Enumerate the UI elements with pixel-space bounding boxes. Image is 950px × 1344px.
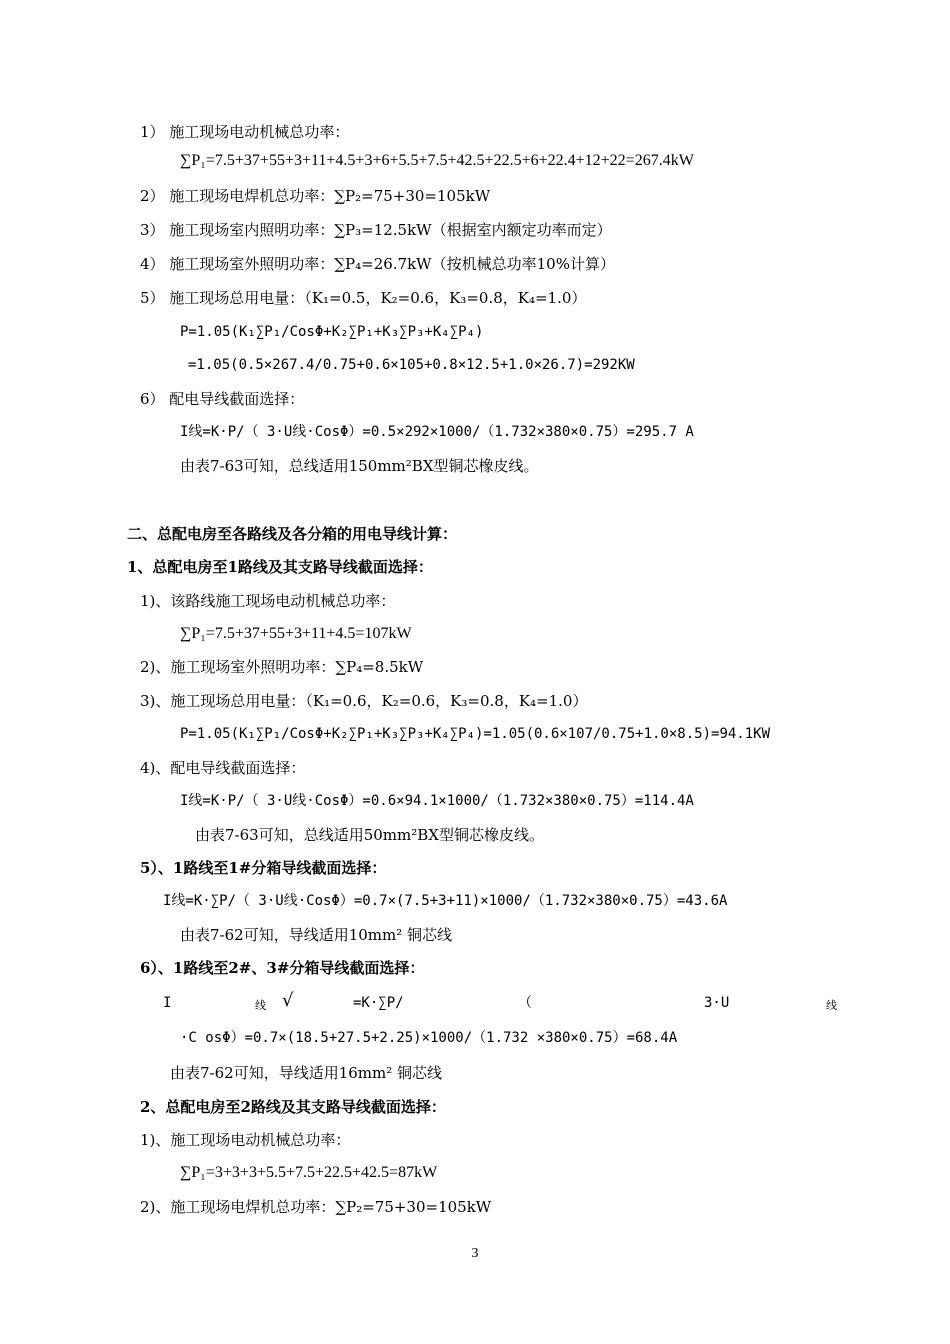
item-5-formula: P=1.05(K₁∑P₁/CosΦ+K₂∑P₁+K₃∑P₃+K₄∑P₄) <box>180 324 484 340</box>
item-6-cable-selection: 6） 配电导线截面选择： <box>140 390 305 408</box>
item-2-welder-power: 2） 施工现场电焊机总功率：∑P₂=75+30=105kW <box>140 187 491 205</box>
sub1-item-6-formula-sub2: 线 <box>826 999 837 1012</box>
sub1-item-1: 1)、该路线施工现场电动机械总功率： <box>140 592 396 610</box>
item-4-outdoor-lighting: 4） 施工现场室外照明功率：∑P₄=26.7kW（按机械总功率10%计算） <box>140 255 615 273</box>
sub1-item-3-formula: P=1.05(K₁∑P₁/CosΦ+K₂∑P₁+K₃∑P₃+K₄∑P₄)=1.05(0.6×107/0.75+1.0×8.5)=94.1KW <box>180 726 771 742</box>
item-6-conclusion: 由表7-63可知，总线适用150mm²BX型铜芯橡皮线。 <box>180 457 539 475</box>
sub1-item-2: 2)、施工现场室外照明功率：∑P₄=8.5kW <box>140 658 424 676</box>
sub2-item-1-formula: ∑P₁=3+3+3+5.5+7.5+22.5+42.5=87kW <box>180 1164 438 1181</box>
sub1-item-6-formula-paren: （ <box>518 995 532 1011</box>
sub1-item-6-formula-i: I <box>163 995 172 1011</box>
sub1-item-5-conclusion: 由表7-62可知，导线适用10mm² 铜芯线 <box>180 926 453 944</box>
section-2-heading: 二、总配电房至各路线及各分箱的用电导线计算： <box>127 525 458 543</box>
item-6-current-formula: I线=K·P/（ 3·U线·CosΦ）=0.5×292×1000/（1.732×380×0.75）=295.7 A <box>180 424 694 440</box>
sub1-item-4-conclusion: 由表7-63可知，总线适用50mm²BX型铜芯橡皮线。 <box>195 826 544 844</box>
sub1-item-6-heading: 6）、1路线至2#、3#分箱导线截面选择： <box>140 959 425 977</box>
item-5-total-load: 5） 施工现场总用电量：（K₁=0.5，K₂=0.6，K₃=0.8，K₄=1.0） <box>140 289 587 307</box>
sqrt-icon: √ <box>282 990 294 1011</box>
item-1-motor-power: 1） 施工现场电动机械总功率： <box>140 123 350 141</box>
sub1-item-6-formula-cont: ·C osΦ）=0.7×(18.5+27.5+2.25)×1000/（1.732 ×380×0.75）=68.4A <box>180 1030 678 1046</box>
sub1-item-5-formula: I线=K·∑P/（ 3·U线·CosΦ）=0.7×(7.5+3+11)×1000/（1.732×380×0.75）=43.6A <box>163 893 728 909</box>
item-3-indoor-lighting: 3） 施工现场室内照明功率：∑P₃=12.5kW（根据室内额定功率而定） <box>140 221 612 239</box>
item-5-result: =1.05(0.5×267.4/0.75+0.6×105+0.8×12.5+1.0×26.7)=292KW <box>188 357 635 373</box>
subsection-2-heading: 2、总配电房至2路线及其支路导线截面选择： <box>140 1098 446 1116</box>
sub1-item-4-formula: I线=K·P/（ 3·U线·CosΦ）=0.6×94.1×1000/（1.732×380×0.75）=114.4A <box>180 793 694 809</box>
sub1-item-3: 3)、施工现场总用电量：（K₁=0.6，K₂=0.6，K₃=0.8，K₄=1.0） <box>140 692 588 710</box>
sub1-item-6-conclusion: 由表7-62可知，导线适用16mm² 铜芯线 <box>170 1064 443 1082</box>
sub1-item-4: 4)、配电导线截面选择： <box>140 759 306 777</box>
item-1-formula: ∑P₁=7.5+37+55+3+11+4.5+3+6+5.5+7.5+42.5+22.5+6+22.4+12+22=267.4kW <box>180 152 694 169</box>
subsection-1-heading: 1、总配电房至1路线及其支路导线截面选择： <box>127 558 433 576</box>
sub2-item-1: 1)、施工现场电动机械总功率： <box>140 1131 351 1149</box>
page-number: 3 <box>471 1246 479 1261</box>
sub1-item-6-formula-sub: 线 <box>255 999 266 1012</box>
sub1-item-6-formula-3u: 3·U <box>704 995 730 1011</box>
sub1-item-6-formula-kp: =K·∑P/ <box>353 995 404 1011</box>
sub2-item-2: 2)、施工现场电焊机总功率：∑P₂=75+30=105kW <box>140 1198 492 1216</box>
sub1-item-5-heading: 5）、1路线至1#分箱导线截面选择： <box>140 859 387 877</box>
sub1-item-1-formula: ∑P₁=7.5+37+55+3+11+4.5=107kW <box>180 625 412 642</box>
